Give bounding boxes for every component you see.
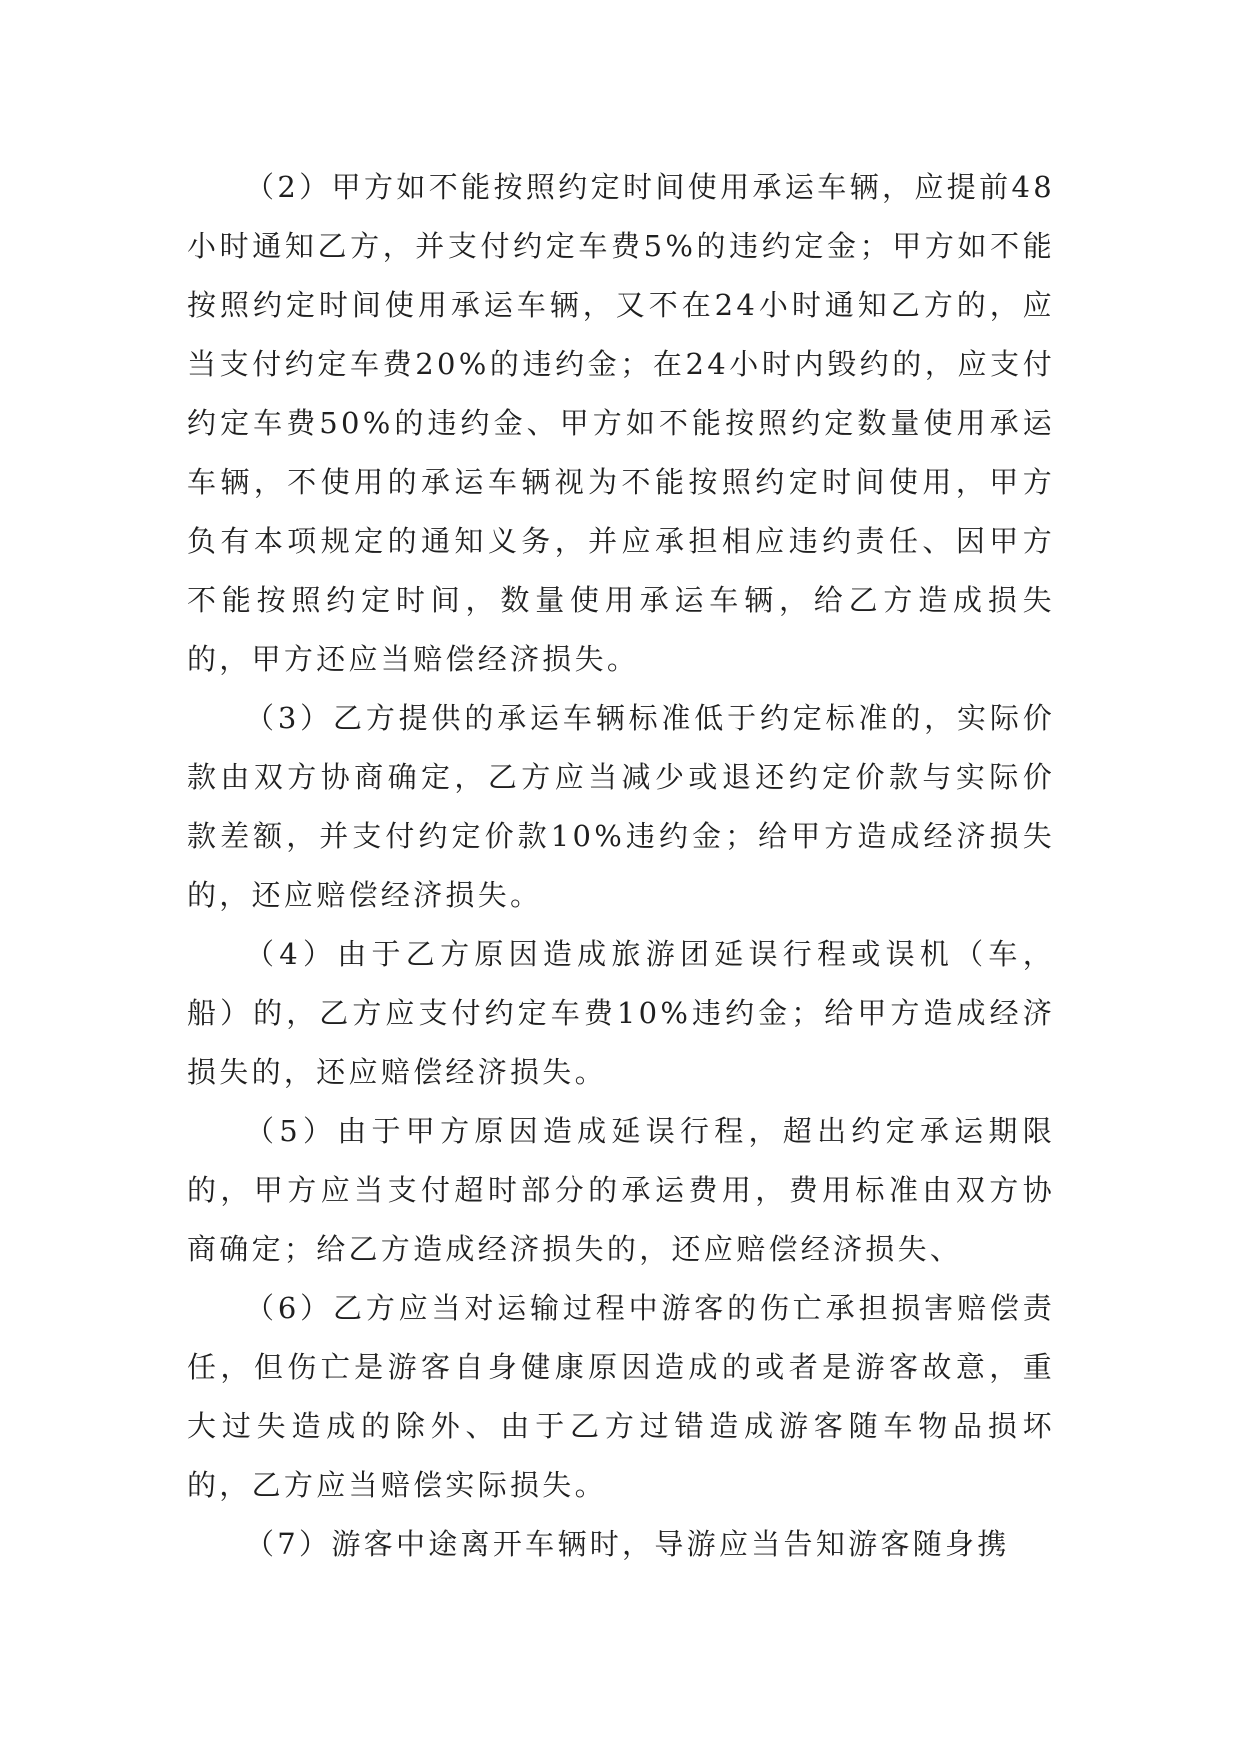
clause-7-paragraph: （7）游客中途离开车辆时，导游应当告知游客随身携 [245, 1527, 1010, 1561]
document-body [187, 158, 1055, 1574]
clause-6-paragraph: （6）乙方应当对运输过程中游客的伤亡承担损害赔偿责任，但伤亡是游客自身健康原因造成的或者是游客故意，重大过失造成的除外、由于乙方过错造成游客随车物品损坏的，乙方应当赔偿实际损失。 [187, 1291, 1055, 1502]
clause-5-paragraph: （5）由于甲方原因造成延误行程，超出约定承运期限的，甲方应当支付超时部分的承运费用，费用标准由双方协商确定；给乙方造成经济损失的，还应赔偿经济损失、 [187, 1114, 1055, 1266]
clause-2-paragraph: （2）甲方如不能按照约定时间使用承运车辆，应提前48小时通知乙方，并支付约定车费5%的违约定金；甲方如不能按照约定时间使用承运车辆，又不在24小时通知乙方的，应当支付约定车费20%的违约金；在24小时内毁约的，应支付约定车费50%的违约金、甲方如不能按照约定数量使用承运车辆，不使用的承运车辆视为不能按照约定时间使用，甲方负有本项规定的通知义务，并应承担相应违约责任、因甲方不能按照约定时间，数量使用承运车辆，给乙方造成损失的，甲方还应当赔偿经济损失。 [187, 170, 1055, 676]
clause-4-paragraph: （4）由于乙方原因造成旅游团延误行程或误机（车，船）的，乙方应支付约定车费10%违约金；给甲方造成经济损失的，还应赔偿经济损失。 [187, 937, 1055, 1089]
clause-3-paragraph: （3）乙方提供的承运车辆标准低于约定标准的，实际价款由双方协商确定，乙方应当减少或退还约定价款与实际价款差额，并支付约定价款10%违约金；给甲方造成经济损失的，还应赔偿经济损失。 [187, 701, 1055, 912]
